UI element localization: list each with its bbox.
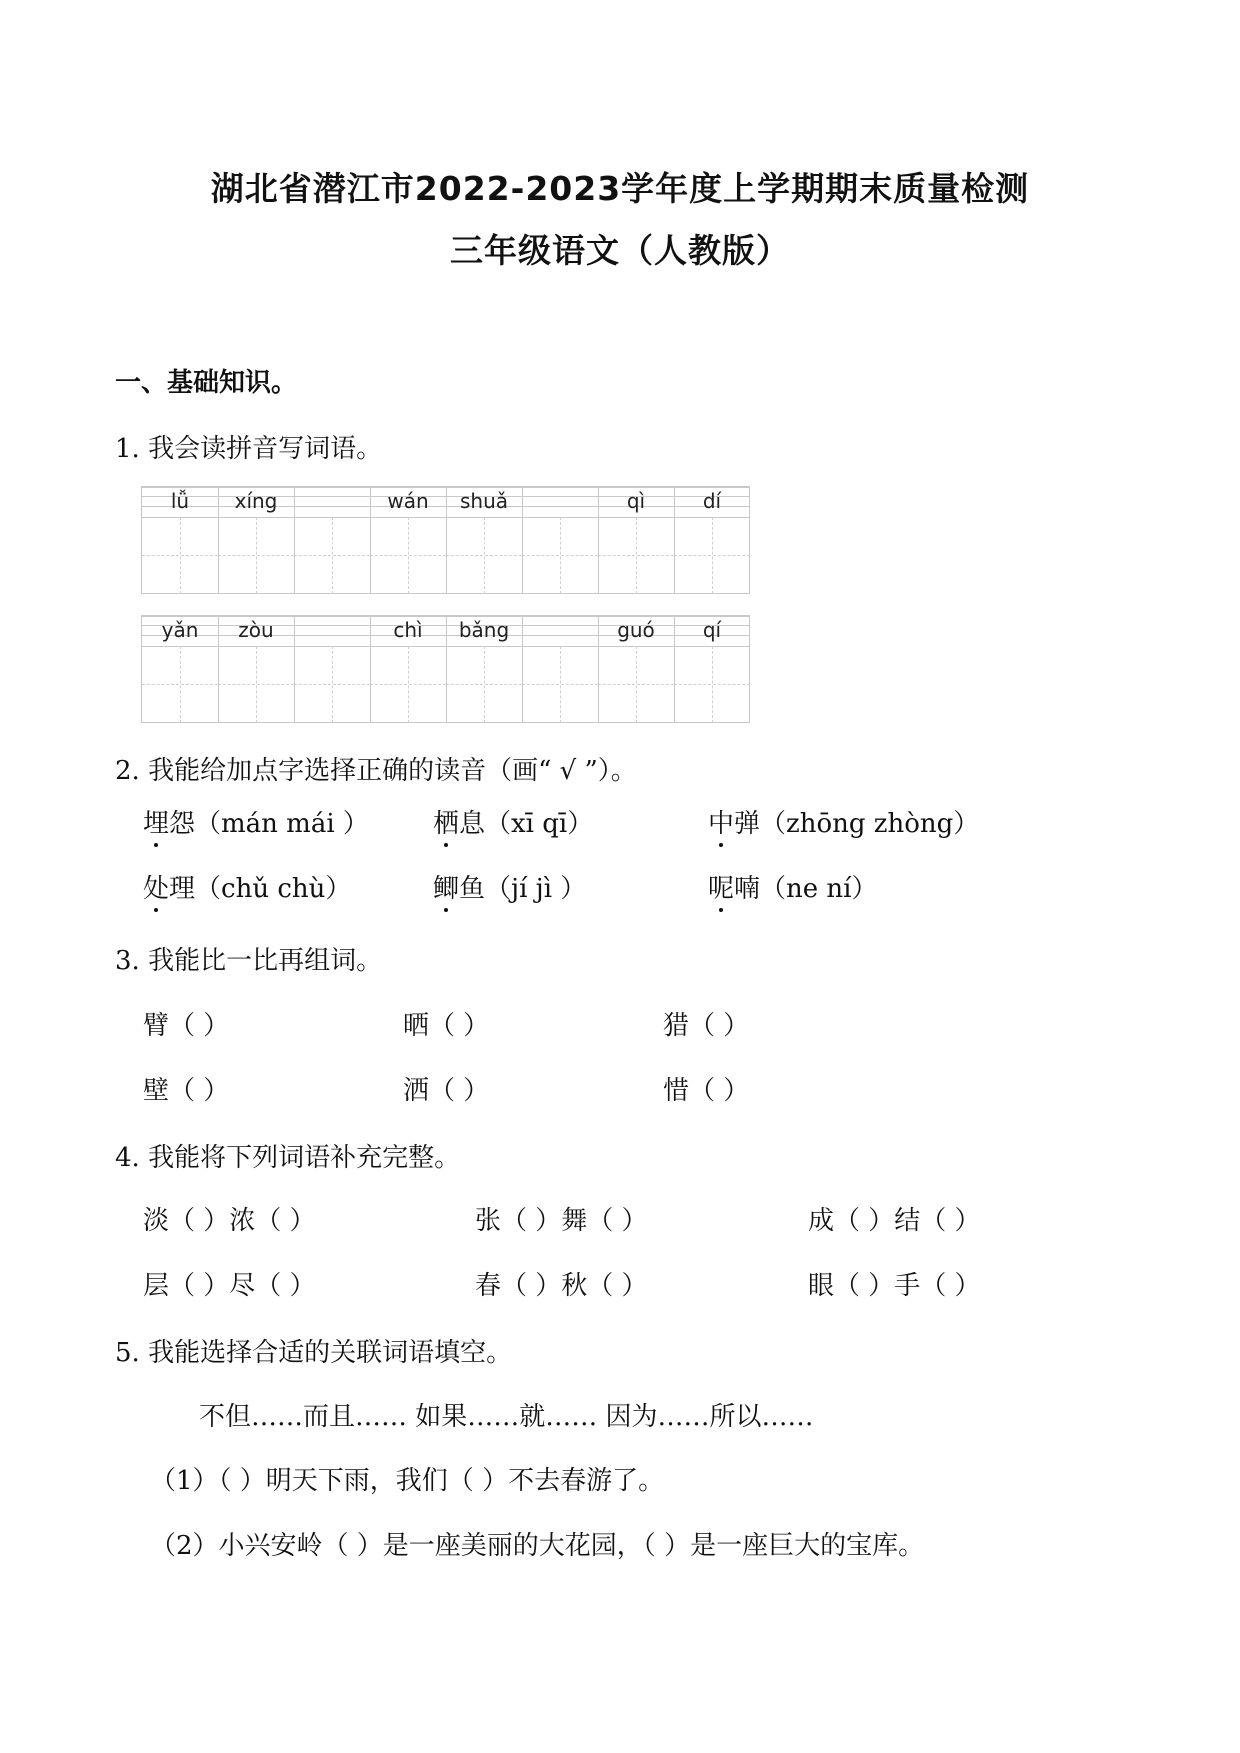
pinyin-grid-2 <box>141 615 750 723</box>
reading-choice: 栖息（xī qī） <box>433 803 593 840</box>
exam-title: 湖北省潜江市2022-2023学年度上学期期末质量检测 <box>210 169 1030 208</box>
idiom-item: 春（ ）秋（ ） <box>475 1271 648 1301</box>
pinyin-label: shuǎ <box>459 489 509 513</box>
exam-subtitle: 三年级语文（人教版） <box>450 231 790 270</box>
question-5-prompt: 5. 我能选择合适的关联词语填空。 <box>115 1338 513 1368</box>
pinyin-label: lǚ <box>170 489 190 513</box>
pinyin-label: dí <box>702 489 722 513</box>
reading-choice: 埋怨（mán mái ） <box>143 803 369 840</box>
pinyin-label: wán <box>387 489 429 513</box>
reading-choice: 中弹（zhōng zhòng） <box>708 803 979 840</box>
word-compare-item: 惜（ ） <box>663 1076 750 1106</box>
word-compare-item: 臂（ ） <box>143 1011 230 1041</box>
pinyin-label: yǎn <box>161 618 199 642</box>
sentence-2: （2）小兴安岭（ ）是一座美丽的大花园，（ ）是一座巨大的宝库。 <box>150 1531 925 1561</box>
pinyin-label: zòu <box>238 618 274 642</box>
idiom-item: 层（ ）尽（ ） <box>143 1271 316 1301</box>
section-heading: 一、基础知识。 <box>115 368 298 398</box>
idiom-item: 成（ ）结（ ） <box>808 1206 981 1236</box>
pinyin-label: qí <box>702 618 722 642</box>
pinyin-label: xíng <box>234 489 278 513</box>
word-compare-item: 壁（ ） <box>143 1076 230 1106</box>
pinyin-label: qì <box>626 489 646 513</box>
question-2-prompt: 2. 我能给加点字选择正确的读音（画“ √ ”）。 <box>115 756 637 786</box>
idiom-item: 淡（ ）浓（ ） <box>143 1206 316 1236</box>
pinyin-label: guó <box>617 618 655 642</box>
reading-choice: 呢喃（ne ní） <box>708 868 877 905</box>
reading-choice: 处理（chǔ chù） <box>143 868 351 905</box>
sentence-1: （1）（ ）明天下雨，我们（ ）不去春游了。 <box>150 1466 665 1496</box>
question-3-prompt: 3. 我能比一比再组词。 <box>115 946 383 976</box>
reading-choice: 鲫鱼（jí jì ） <box>433 868 586 905</box>
word-compare-item: 晒（ ） <box>403 1011 490 1041</box>
idiom-item: 眼（ ）手（ ） <box>808 1271 981 1301</box>
pinyin-grid-1 <box>141 486 750 594</box>
pinyin-label: chì <box>393 618 423 642</box>
question-4-prompt: 4. 我能将下列词语补充完整。 <box>115 1143 461 1173</box>
word-compare-item: 洒（ ） <box>403 1076 490 1106</box>
question-1-prompt: 1. 我会读拼音写词语。 <box>115 434 383 464</box>
word-compare-item: 猎（ ） <box>663 1011 750 1041</box>
conjunction-options: 不但……而且…… 如果……就…… 因为……所以…… <box>199 1402 814 1432</box>
pinyin-label: bǎng <box>458 618 510 642</box>
idiom-item: 张（ ）舞（ ） <box>475 1206 648 1236</box>
